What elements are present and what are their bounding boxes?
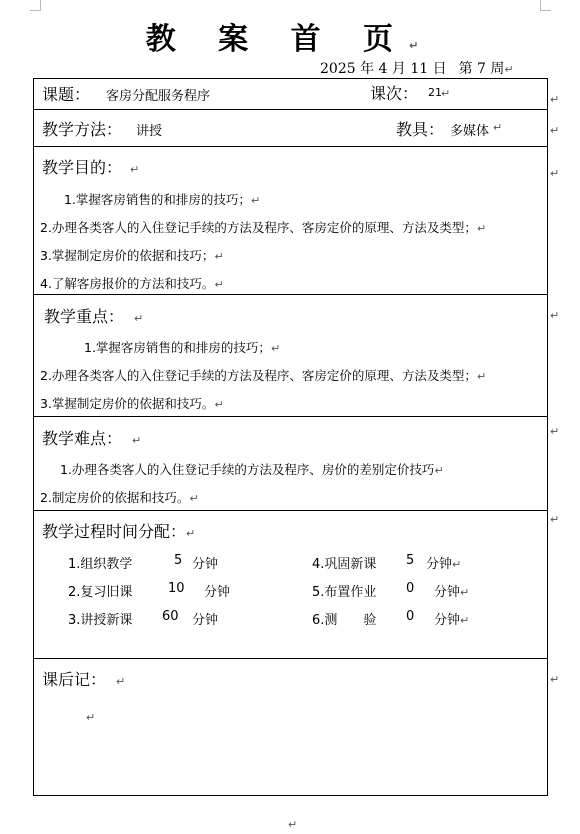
keypoint-item: 3.掌握制定房价的依据和技巧。↵ [40,396,224,411]
row-end-mark: ↵ [550,425,560,438]
paragraph-mark: ↵ [504,63,514,76]
notes-heading: 课后记： ↵ [42,670,126,689]
date-line [320,58,514,78]
allocation-item-unit: 分钟↵ [434,585,470,600]
allocation-item-minutes: 5 [406,553,415,568]
allocation-item-minutes: 60 [162,609,179,624]
row-end-mark: ↵ [550,93,560,106]
title-text: 教 案 首 页 [145,22,410,57]
difficulty-item: 1.办理各类客人的入住登记手续的方法及程序、房价的差别定价技巧↵ [60,462,444,477]
goal-item: 2.办理各类客人的入住登记手续的方法及程序、客房定价的原理、方法及类型；↵ [40,220,487,235]
topic-value: 客房分配服务程序 [106,89,211,104]
topic-label: 课题： [42,85,91,104]
paragraph-mark: ↵ [493,121,503,134]
method-row [34,109,560,146]
paragraph-mark: ↵ [409,39,435,52]
lesson-label: 课次： [370,84,419,103]
tool-value: 多媒体 [450,124,490,139]
row-end-mark: ↵ [550,167,560,180]
teaching-keypoints-section [34,294,560,416]
keypoints-heading: 教学重点： ↵ [44,307,144,326]
goal-item: 4.了解客房报价的方法和技巧。↵ [40,276,224,291]
allocation-heading: 教学过程时间分配：↵ [42,522,196,541]
allocation-item-minutes: 0 [406,609,415,624]
allocation-item-name: 3.讲授新课 [68,613,133,628]
method-label: 教学方法： [42,120,123,139]
goal-item: 1.掌握客房销售的和排房的技巧；↵ [64,192,261,207]
allocation-item-minutes: 10 [168,581,185,596]
paragraph-mark: ↵ [86,711,96,724]
method-value: 讲授 [136,124,163,139]
goals-heading: 教学目的： ↵ [42,158,140,177]
allocation-item-unit: 分钟 [204,585,231,600]
date-text: 2025 年 4 月 11 日 [320,61,447,77]
topic-row [34,79,560,109]
allocation-item-unit: 分钟↵ [426,557,462,572]
row-end-mark: ↵ [550,309,560,322]
keypoint-item: 2.办理各类客人的入住登记手续的方法及程序、客房定价的原理、方法及类型；↵ [40,368,487,383]
allocation-item-name: 1.组织教学 [68,557,133,572]
week-text: 第 7 周 [458,61,505,77]
teaching-difficulties-section [34,416,560,510]
page-corner-mark-top-left [30,0,41,11]
difficulty-item: 2.制定房价的依据和技巧。↵ [40,490,199,505]
tool-label: 教具： [396,120,445,139]
goal-item: 3.掌握制定房价的依据和技巧；↵ [40,248,224,263]
allocation-item-unit: 分钟↵ [434,613,470,628]
allocation-item-minutes: 5 [174,553,183,568]
paragraph-mark: ↵ [288,818,298,831]
page-corner-mark-top-right [540,0,551,11]
paragraph-mark: ↵ [441,87,451,100]
allocation-item-name: 4.巩固新课 [312,557,377,572]
row-end-mark: ↵ [550,673,560,686]
allocation-item-unit: 分钟 [192,557,219,572]
allocation-item-minutes: 0 [406,581,415,596]
teaching-goals-section [34,146,560,294]
difficulties-heading: 教学难点： ↵ [42,429,142,448]
allocation-item-name: 6.测 验 [312,613,377,628]
allocation-item-name: 2.复习旧课 [68,585,133,600]
row-end-mark: ↵ [550,124,560,137]
keypoint-item: 1.掌握客房销售的和排房的技巧；↵ [84,340,281,355]
allocation-item-unit: 分钟 [192,613,219,628]
document-title [0,14,580,58]
time-allocation-section [34,510,560,658]
allocation-item-name: 5.布置作业 [312,585,377,600]
row-end-mark: ↵ [550,513,560,526]
lesson-plan-table [33,78,560,796]
lesson-value: 21 [428,86,442,99]
after-class-notes-section [34,658,560,795]
